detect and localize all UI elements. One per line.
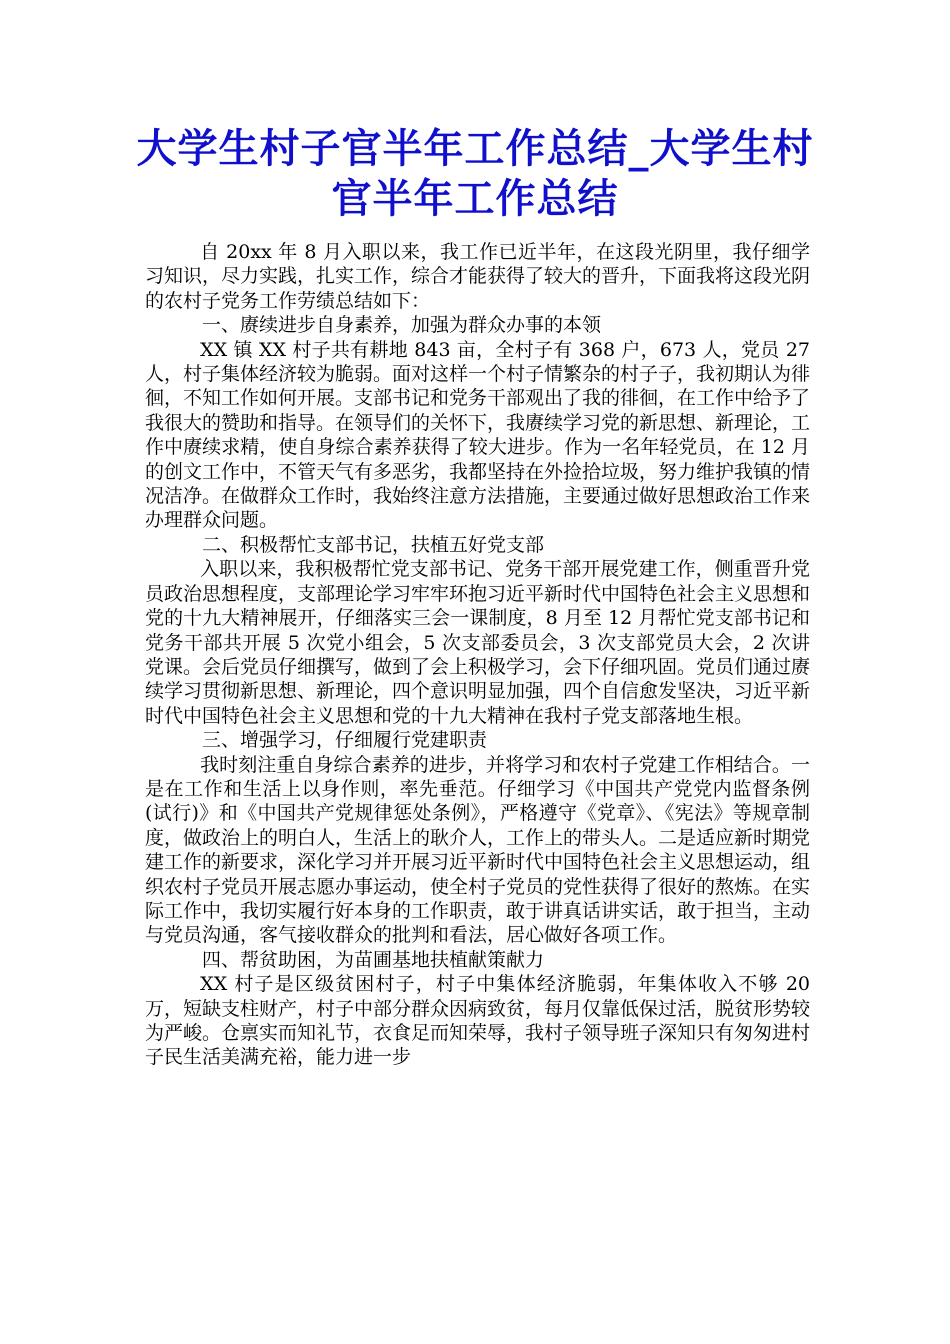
paragraph-section-4: XX 村子是区级贫困村子，村子中集体经济脆弱，年集体收入不够 20 万，短缺支柱财产，村子中部分群众因病致贫，每月仅靠低保过活，脱贫形势较为严峻。仓禀实而知礼节，衣食足而知荣辱，我村子领导班子深知只有匆匆进村子民生活美满充裕，能力进一步 — [145, 973, 811, 1069]
section-heading-2: 二、积极帮忙支部书记，扶植五好党支部 — [202, 533, 545, 556]
paragraph-section-1: XX 镇 XX 村子共有耕地 843 亩，全村子有 368 户，673 人，党员 27 人，村子集体经济较为脆弱。面对这样一个村子情繁杂的村子子，我初期认为徘徊，不知工作如何开展。支部书记和党务干部观出了我的徘徊，在工作中给予了我很大的赞助和指导。在领导们的关怀下，我赓续学习党的新思想、新理论，工作中赓续求精，使自身综合素养获得了较大进步。作为一名年轻党员，在 12 月的创文工作中，不管天气有多恶劣，我都坚持在外捡拾垃圾，努力维护我镇的情况洁净。在做群众工作时，我始终注意方法措施，主要通过做好思想政治工作来办理群众问题。 — [145, 338, 811, 532]
document-title: 大学生村子官半年工作总结_大学生村官半年工作总结 — [136, 126, 814, 222]
paragraph-intro: 自 20xx 年 8 月入职以来，我工作已近半年，在这段光阴里，我仔细学习知识，尽力实践，扎实工作，综合才能获得了较大的晋升，下面我将这段光阴的农村子党务工作劳绩总结如下： — [145, 241, 811, 312]
paragraph-section-3: 我时刻注重自身综合素养的进步，并将学习和农村子党建工作相结合。一是在工作和生活上以身作则，率先垂范。仔细学习《中国共产党党内监督条例(试行)》和《中国共产党规律惩处条例》，严格遵守《党章》、《宪法》等规章制度，做政治上的明白人，生活上的耿介人，工作上的带头人。二是适应新时期党建工作的新要求，深化学习并开展习近平新时代中国特色社会主义思想运动，组织农村子党员开展志愿办事运动，使全村子党员的党性获得了很好的熬炼。在实际工作中，我切实履行好本身的工作职责，敢于讲真话讲实话，敢于担当，主动与党员沟通，客气接收群众的批判和看法，居心做好各项工作。 — [145, 753, 811, 947]
section-heading-3: 三、增强学习，仔细履行党建职责 — [202, 729, 488, 752]
document-body — [145, 240, 810, 1070]
paragraph-section-2: 入职以来，我积极帮忙党支部书记、党务干部开展党建工作，侧重晋升党员政治思想程度，支部理论学习牢牢环抱习近平新时代中国特色社会主义思想和党的十九大精神展开，仔细落实三会一课制度，8 月至 12 月帮忙党支部书记和党务干部共开展 5 次党小组会，5 次支部委员会，3 次支部党员大会，2 次讲党课。会后党员仔细撰写，做到了会上积极学习，会下仔细巩固。党员们通过赓续学习贯彻新思想、新理论，四个意识明显加强，四个自信愈发坚决，习近平新时代中国特色社会主义思想和党的十九大精神在我村子党支部落地生根。 — [145, 558, 811, 727]
section-heading-4: 四、帮贫助困，为苗圃基地扶植献策献力 — [202, 948, 545, 971]
section-heading-1: 一、赓续进步自身素养，加强为群众办事的本领 — [202, 314, 602, 337]
